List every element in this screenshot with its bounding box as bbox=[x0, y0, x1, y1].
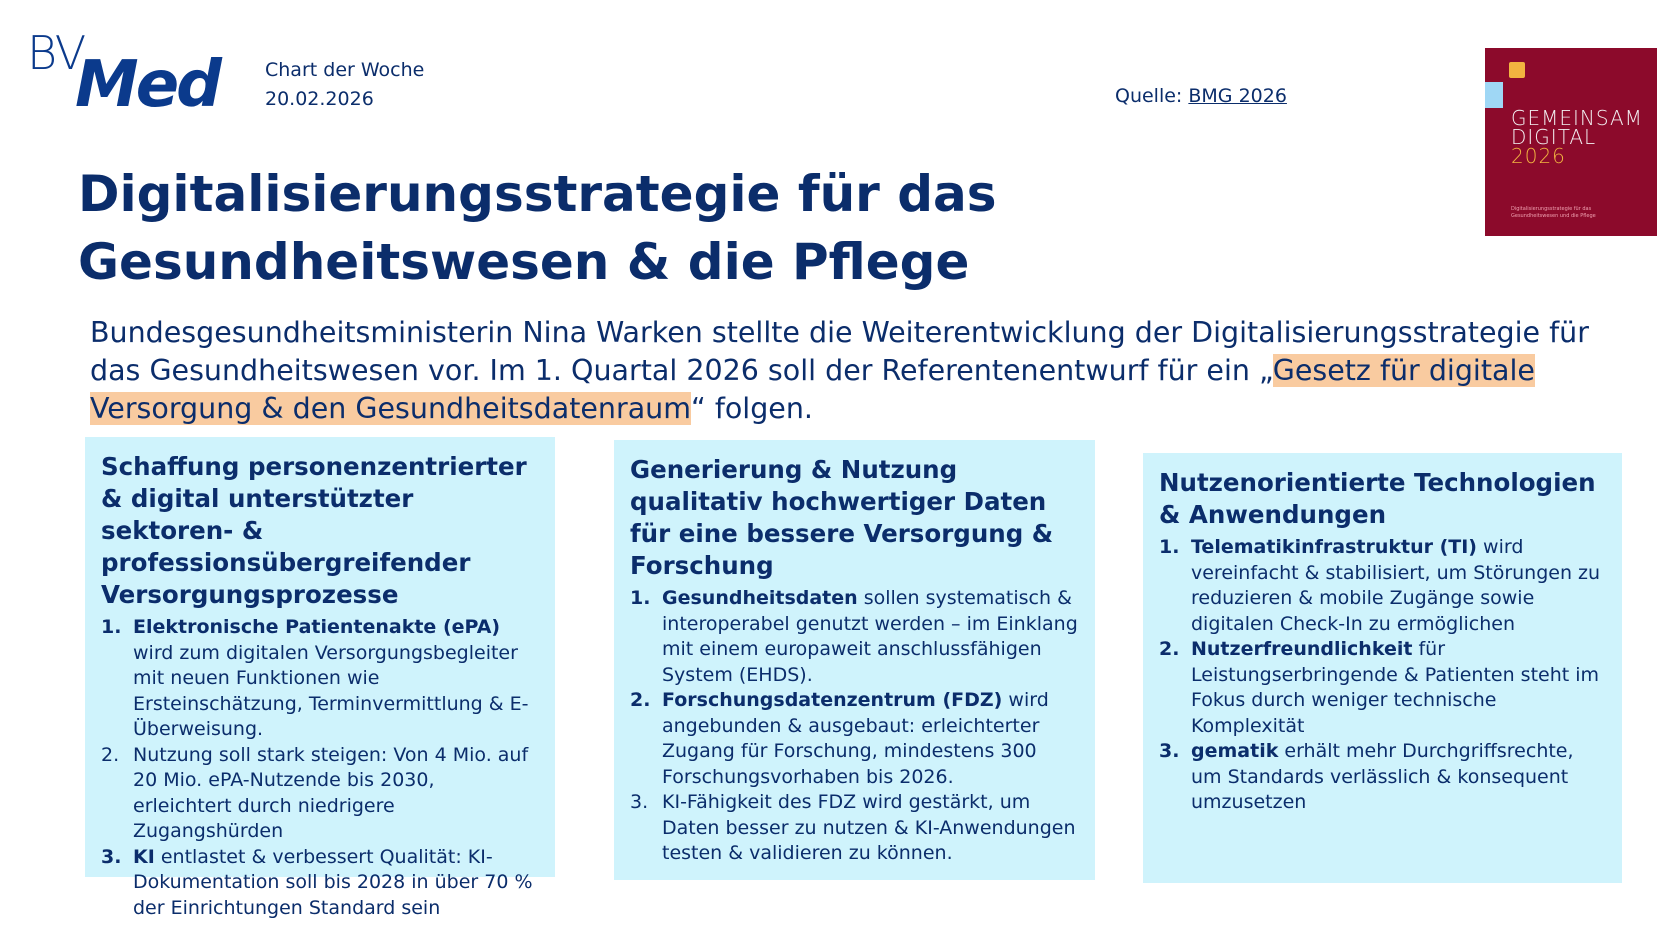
item-bold: Elektronische Patientenakte (ePA) bbox=[133, 616, 501, 638]
list-item bbox=[1159, 535, 1606, 637]
intro-highlight: Gesetz für digitale Versorgung & den Gesundheitsdatenraum bbox=[90, 354, 1535, 425]
intro-text-before: Bundesgesundheitsministerin Nina Warken stellte die Weiterentwicklung der Digitalisierungsstrategie für das Gesundheitswesen vor. Im 1. Quartal 2026 soll der Referentenentwurf für ein „ bbox=[90, 316, 1589, 387]
item-text: wird zum digitalen Versorgungsbegleiter mit neuen Funktionen wie Ersteinschätzung, Terminvermittlung & E-Überweisung. bbox=[133, 641, 529, 740]
item-number: 1. bbox=[630, 587, 651, 609]
pillar-list bbox=[1159, 535, 1606, 816]
cover-year: 2026 bbox=[1511, 144, 1566, 168]
pillar-list bbox=[630, 586, 1079, 867]
cover-line1: GEMEINSAM bbox=[1511, 106, 1643, 130]
intro-paragraph bbox=[90, 314, 1590, 428]
intro-text-after: “ folgen. bbox=[691, 392, 813, 425]
item-number: 1. bbox=[101, 616, 122, 638]
list-item bbox=[101, 743, 539, 845]
list-item bbox=[630, 790, 1079, 867]
page-title: Digitalisierungsstrategie für das Gesundheitswesen & die Pflege bbox=[78, 165, 997, 291]
item-text: erhält mehr Durchgriffsrechte, um Standards verlässlich & konsequent umzusetzen bbox=[1191, 740, 1574, 813]
item-number: 3. bbox=[630, 791, 649, 813]
item-text: entlastet & verbessert Qualität: KI-Dokumentation soll bis 2028 in über 70 % der Einrichtungen Standard sein bbox=[133, 845, 533, 919]
item-text: wird angebunden & ausgebaut: erleichterter Zugang für Forschung, mindestens 300 Forschungsvorhaben bis 2026. bbox=[662, 689, 1049, 788]
cover-subtitle: Digitalisierungsstrategie für das Gesundheitswesen und die Pflege bbox=[1511, 206, 1596, 219]
item-number: 2. bbox=[1159, 638, 1180, 660]
pillar-heading: Generierung & Nutzung qualitativ hochwertiger Daten für eine bessere Versorgung & Forschung bbox=[630, 455, 1054, 580]
source-label: Quelle: bbox=[1115, 85, 1189, 107]
item-bold: Forschungsdatenzentrum (FDZ) bbox=[662, 689, 1003, 711]
item-text: wird vereinfacht & stabilisiert, um Störungen zu reduzieren & mobile Zugänge sowie digitalen Check-In zu ermöglichen bbox=[1191, 536, 1601, 635]
pillar-box-3 bbox=[1143, 453, 1622, 883]
item-text: Nutzung soll stark steigen: Von 4 Mio. auf 20 Mio. ePA-Nutzende bis 2030, erleichtert durch niedrigere Zugangshürden bbox=[133, 743, 529, 842]
list-item bbox=[101, 615, 539, 743]
item-bold: Telematikinfrastruktur (TI) bbox=[1191, 536, 1477, 558]
pillar-heading: Nutzenorientierte Technologien & Anwendungen bbox=[1159, 468, 1596, 529]
logo-med-text: Med bbox=[75, 48, 219, 122]
item-bold: KI bbox=[133, 845, 155, 868]
item-number: 3. bbox=[101, 845, 122, 868]
list-item bbox=[1159, 739, 1606, 816]
pillar-list bbox=[101, 615, 539, 921]
cover-line2: DIGITAL bbox=[1511, 125, 1597, 149]
cover-yellow-square bbox=[1509, 62, 1525, 78]
chart-meta bbox=[265, 56, 424, 114]
chart-date: 20.02.2026 bbox=[265, 88, 374, 110]
list-item bbox=[101, 845, 539, 922]
item-number: 3. bbox=[1159, 740, 1180, 762]
list-item bbox=[630, 688, 1079, 790]
item-bold: Nutzerfreundlichkeit bbox=[1191, 638, 1413, 660]
pillar-box-1 bbox=[85, 437, 555, 919]
list-item bbox=[630, 586, 1079, 688]
cover-blue-square bbox=[1485, 82, 1503, 108]
pillar-heading: Schaffung personenzentrierter & digital unterstützter sektoren- & professionsübergreifender Versorgungsprozesse bbox=[101, 452, 527, 609]
pillar-box-2 bbox=[614, 440, 1095, 880]
list-item bbox=[1159, 637, 1606, 739]
item-text: sollen systematisch & interoperabel genutzt werden – im Einklang mit einem europaweit anschlussfähigen System (EHDS). bbox=[662, 587, 1078, 686]
item-bold: Gesundheitsdaten bbox=[662, 587, 858, 609]
item-text: für Leistungserbringende & Patienten steht im Fokus durch weniger technische Komplexität bbox=[1191, 638, 1600, 737]
item-bold: gematik bbox=[1191, 740, 1279, 762]
item-number: 2. bbox=[630, 689, 651, 711]
chart-series-label: Chart der Woche bbox=[265, 59, 425, 81]
strategy-cover-image bbox=[1485, 48, 1657, 236]
logo-bv-text: BV bbox=[27, 26, 86, 80]
item-number: 2. bbox=[101, 743, 120, 766]
source-link[interactable]: BMG 2026 bbox=[1188, 85, 1287, 107]
item-text: KI-Fähigkeit des FDZ wird gestärkt, um Daten besser zu nutzen & KI-Anwendungen testen & validieren zu können. bbox=[662, 791, 1076, 864]
bvmed-logo bbox=[27, 22, 237, 122]
item-number: 1. bbox=[1159, 536, 1180, 558]
source-line bbox=[1115, 85, 1287, 107]
